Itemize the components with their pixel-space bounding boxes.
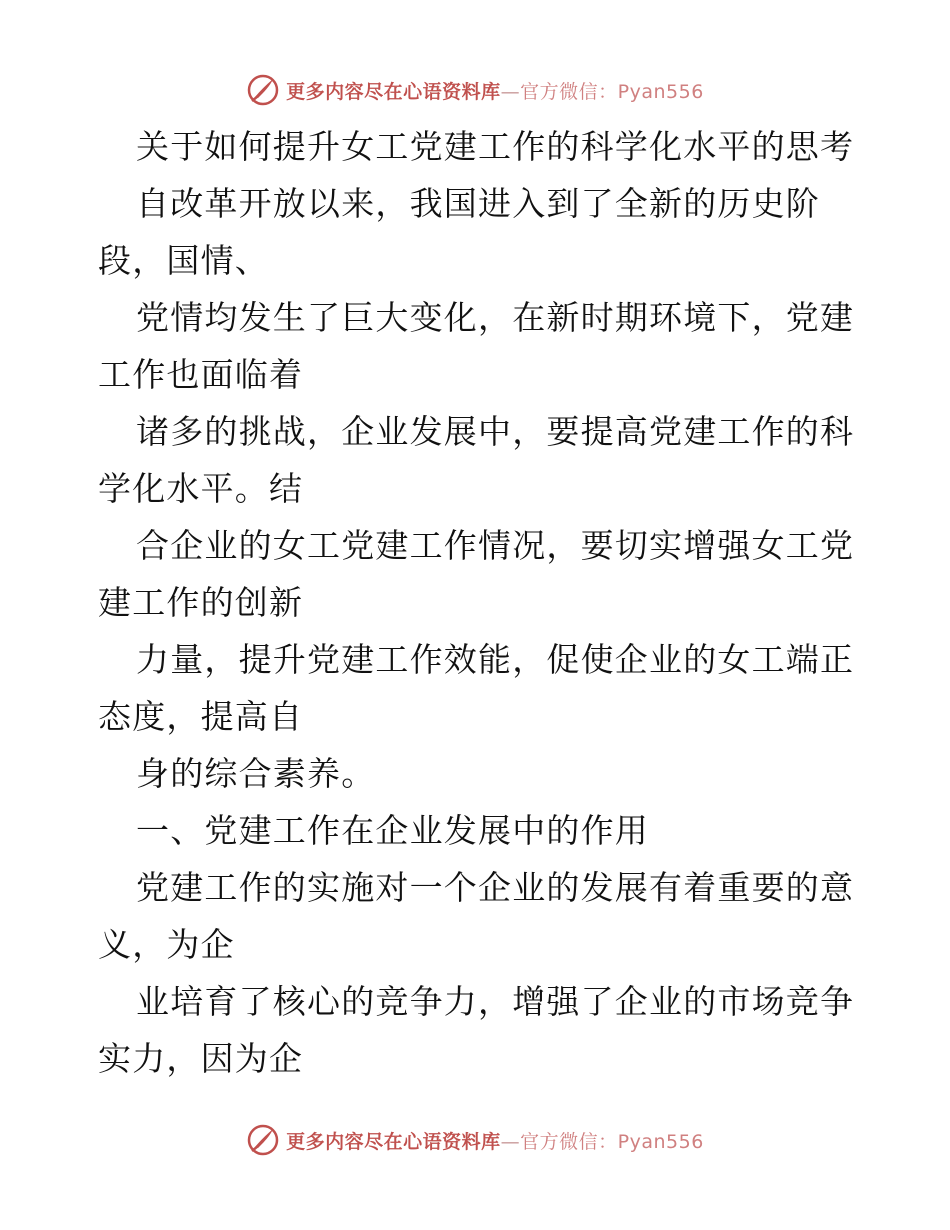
- quill-pen-icon: [246, 73, 280, 107]
- text-line: 义，为企: [98, 925, 235, 964]
- watermark-dash: —: [500, 80, 521, 103]
- document-body: [98, 118, 858, 1087]
- text-line: 诸多的挑战，企业发展中，要提高党建工作的科: [136, 412, 855, 451]
- text-line: 自改革开放以来，我国进入到了全新的历史阶: [136, 184, 820, 223]
- text-line: 合企业的女工党建工作情况，要切实增强女工党: [136, 526, 855, 565]
- footer-watermark: [0, 1122, 950, 1158]
- text-line: 力量，提升党建工作效能，促使企业的女工端正: [136, 640, 855, 679]
- watermark-text: [286, 77, 704, 104]
- text-line: 党建工作的实施对一个企业的发展有着重要的意: [136, 868, 855, 907]
- watermark-wechat: 官方微信：Pyan556: [520, 1130, 704, 1153]
- text-line: 身的综合素养。: [136, 754, 376, 793]
- document-title: 关于如何提升女工党建工作的科学化水平的思考: [136, 127, 855, 166]
- text-line: 一、党建工作在企业发展中的作用: [136, 811, 649, 850]
- text-line: 业培育了核心的竞争力，增强了企业的市场竞争: [136, 982, 855, 1021]
- watermark-brand: 更多内容尽在心语资料库: [286, 1130, 501, 1153]
- text-line: 建工作的创新: [98, 583, 304, 622]
- text-line: 党情均发生了巨大变化，在新时期环境下，党建: [136, 298, 855, 337]
- watermark-wechat: 官方微信：Pyan556: [520, 80, 704, 103]
- watermark-dash: —: [500, 1130, 521, 1153]
- watermark-brand: 更多内容尽在心语资料库: [286, 80, 501, 103]
- text-line: 工作也面临着: [98, 355, 304, 394]
- text-line: 实力，因为企: [98, 1039, 304, 1078]
- quill-pen-icon: [246, 1123, 280, 1157]
- text-line: 学化水平。结: [98, 469, 304, 508]
- header-watermark: [0, 72, 950, 108]
- text-line: 态度，提高自: [98, 697, 304, 736]
- text-line: 段，国情、: [98, 241, 269, 280]
- watermark-text: [286, 1127, 704, 1154]
